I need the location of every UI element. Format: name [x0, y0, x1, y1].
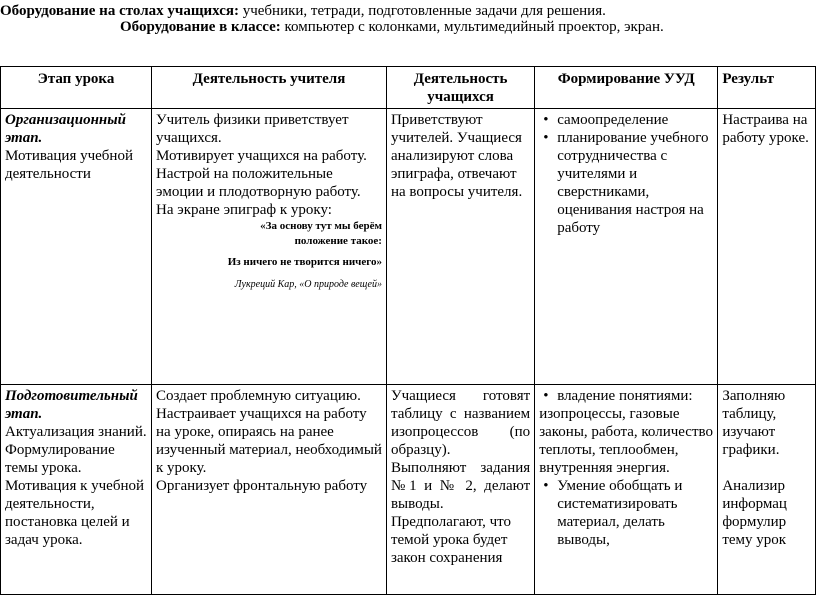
teacher-line: Создает проблемную ситуацию.: [156, 388, 361, 404]
students-text: Приветствуют учителей. Учащиеся анализируют слова эпиграфа, отвечают на вопросы учителя.: [390, 112, 523, 200]
header-students: Деятельность учащихся: [386, 67, 534, 109]
table-row: [1, 109, 816, 385]
students-cell: [386, 109, 534, 385]
students-text: Предполагают, что темой урока будет закон сохранения: [390, 514, 512, 566]
equipment-students-text: учебники, тетради, подготовленные задачи для решения.: [238, 3, 606, 19]
table-header-row: [1, 67, 816, 109]
uud-cell: [535, 385, 718, 595]
header-teacher: Деятельность учителя: [152, 67, 387, 109]
epigraph-line: Из ничего не творится ничего»: [227, 256, 382, 268]
uud-list: [539, 111, 713, 237]
bullet-icon: •: [543, 112, 549, 128]
equipment-class-text: компьютер с колонками, мультимедийный проектор, экран.: [280, 19, 664, 35]
stage-description: Мотивация учебной деятельности: [5, 148, 133, 182]
teacher-cell: [152, 109, 387, 385]
uud-item: • планирование учебного сотрудничества с учителями и сверстниками, оценивания настроя на работу: [543, 130, 709, 236]
teacher-line: На экране эпиграф к уроку:: [156, 202, 332, 218]
teacher-line: Настраивает учащихся на работу на уроке, опираясь на ранее изученный материал, необходимый к уроку.: [156, 406, 382, 476]
students-text: Учащиеся готовят таблицу с названием изопроцессов (по образцу).: [390, 388, 531, 458]
epigraph-author: Лукреций Кар, «О природе вещей»: [234, 279, 382, 290]
header-result: Результ: [718, 67, 816, 109]
uud-continuation: изопроцессы, газовые законы, работа, количество теплоты, теплообмен, внутренняя энергия.: [539, 406, 713, 476]
lesson-plan-table: [0, 66, 816, 595]
students-cell: [386, 385, 534, 595]
teacher-line: Учитель физики приветствует учащихся.: [156, 112, 349, 146]
stage-description: Актуализация знаний. Формулирование темы урока. Мотивация к учебной деятельности, постановка целей и задач урока.: [5, 424, 147, 548]
result-text: Настраива на работу уроке.: [722, 112, 809, 146]
table-row: [1, 385, 816, 595]
header-stage: Этап урока: [1, 67, 152, 109]
teacher-cell: [152, 385, 387, 595]
teacher-line: Организует фронтальную работу: [156, 478, 368, 494]
students-text: Выполняют задания №1 и № 2, делают выводы.: [390, 460, 531, 512]
equipment-class-line: [120, 18, 664, 36]
result-cell: [718, 385, 816, 595]
equipment-students-label: Оборудование на столах учащихся:: [0, 3, 239, 19]
teacher-line: Настрой на положительные эмоции и плодотворную работу.: [156, 166, 361, 200]
stage-title: Организационный этап.: [5, 112, 126, 146]
result-text: Заполняю таблицу, изучают графики.: [722, 388, 786, 458]
bullet-icon: •: [543, 388, 549, 404]
uud-cell: [535, 109, 718, 385]
uud-item: • самоопределение: [543, 112, 669, 128]
uud-list: [539, 477, 713, 549]
teacher-line: Мотивирует учащихся на работу.: [156, 148, 367, 164]
stage-title: Подготовительный этап.: [5, 388, 138, 422]
uud-list: [539, 387, 713, 405]
stage-cell: [1, 109, 152, 385]
uud-item: • Умение обобщать и систематизировать материал, делать выводы,: [543, 478, 683, 548]
bullet-icon: •: [543, 130, 549, 146]
equipment-class-label: Оборудование в классе:: [120, 19, 281, 35]
result-cell: [718, 109, 816, 385]
header-uud: Формирование УУД: [535, 67, 718, 109]
result-text: Анализир информац формулир тему урок: [722, 478, 787, 548]
uud-item: • владение понятиями:: [543, 388, 693, 404]
epigraph-line: «За основу тут мы берём положение такое:: [260, 220, 382, 247]
stage-cell: [1, 385, 152, 595]
bullet-icon: •: [543, 478, 549, 494]
